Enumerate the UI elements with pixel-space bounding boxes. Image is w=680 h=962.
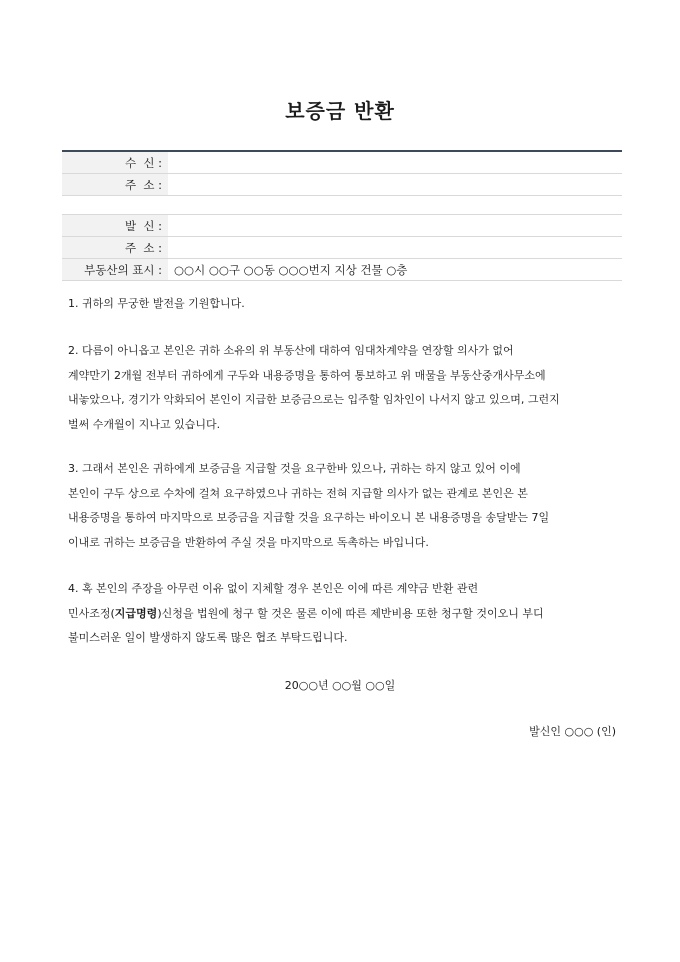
- paragraph-line: 2. 다름이 아니옵고 본인은 귀하 소유의 위 부동산에 대하여 임대차계약을 연장할 의사가 없어: [68, 344, 514, 357]
- paragraph-text: 민사조정(: [68, 606, 115, 620]
- property-value: ○○시 ○○구 ○○동 ○○○번지 지상 건물 ○층: [168, 259, 622, 281]
- recipient-label: 수 신 :: [62, 151, 168, 174]
- recipient-address-row: [62, 174, 622, 196]
- paragraph-3: [68, 457, 623, 555]
- document-date: 20○○년 ○○월 ○○일: [284, 679, 396, 692]
- property-row: [62, 259, 622, 281]
- paragraph-line: 본인이 구두 상으로 수차에 걸쳐 요구하였으나 귀하는 전혀 지급할 의사가 없는 관계로 본인은 본: [68, 486, 528, 500]
- sender-label: 발 신 :: [62, 215, 168, 237]
- paragraph-line: 내놓았으나, 경기가 악화되어 본인이 지급한 보증금으로는 입주할 임차인이 나서지 않고 있으며, 그런지: [68, 393, 560, 406]
- paragraph-line: 3. 그래서 본인은 귀하에게 보증금을 지급할 것을 요구한바 있으나, 귀하는 하지 않고 있어 이에: [68, 462, 521, 475]
- recipient-row: [62, 151, 622, 174]
- sender-info-table: [62, 214, 622, 281]
- paragraph-1: [68, 292, 623, 317]
- signer-line: 발신인 ○○○ (인): [529, 725, 616, 738]
- paragraph-line: 1. 귀하의 무궁한 발전을 기원합니다.: [68, 297, 245, 310]
- recipient-value: [168, 151, 622, 174]
- paragraph-line: 벌써 수개월이 지나고 있습니다.: [68, 417, 221, 431]
- paragraph-line: 내용증명을 통하여 마지막으로 보증금을 지급할 것을 요구하는 바이오니 본 내용증명을 송달받는 7일: [68, 511, 550, 524]
- paragraph-line: 이내로 귀하는 보증금을 반환하여 주실 것을 마지막으로 독촉하는 바입니다.: [68, 535, 429, 549]
- sender-value: [168, 215, 622, 237]
- paragraph-line: [68, 602, 623, 627]
- paragraph-4: [68, 577, 623, 651]
- paragraph-2: [68, 339, 623, 437]
- sender-address-value: [168, 237, 622, 259]
- sender-address-row: [62, 237, 622, 259]
- document-title: 보증금 반환: [285, 99, 395, 123]
- paragraph-line: 계약만기 2개월 전부터 귀하에게 구두와 내용증명을 통하여 통보하고 위 매물을 부동산중개사무소에: [68, 368, 546, 382]
- recipient-info-table: [62, 150, 622, 196]
- bold-term: 지급명령: [114, 606, 158, 620]
- paragraph-text: )신청을 법원에 청구 할 것은 물론 이에 따른 제반비용 또한 청구할 것이오니 부디: [157, 606, 544, 620]
- recipient-address-label: 주 소 :: [62, 174, 168, 196]
- paragraph-line: 4. 혹 본인의 주장을 아무런 이유 없이 지체할 경우 본인은 이에 따른 계약금 반환 관련: [68, 582, 479, 595]
- property-label: 부동산의 표시 :: [62, 259, 168, 281]
- recipient-address-value: [168, 174, 622, 196]
- sender-row: [62, 215, 622, 237]
- sender-address-label: 주 소 :: [62, 237, 168, 259]
- paragraph-line: 불미스러운 일이 발생하지 않도록 많은 협조 부탁드립니다.: [68, 631, 348, 644]
